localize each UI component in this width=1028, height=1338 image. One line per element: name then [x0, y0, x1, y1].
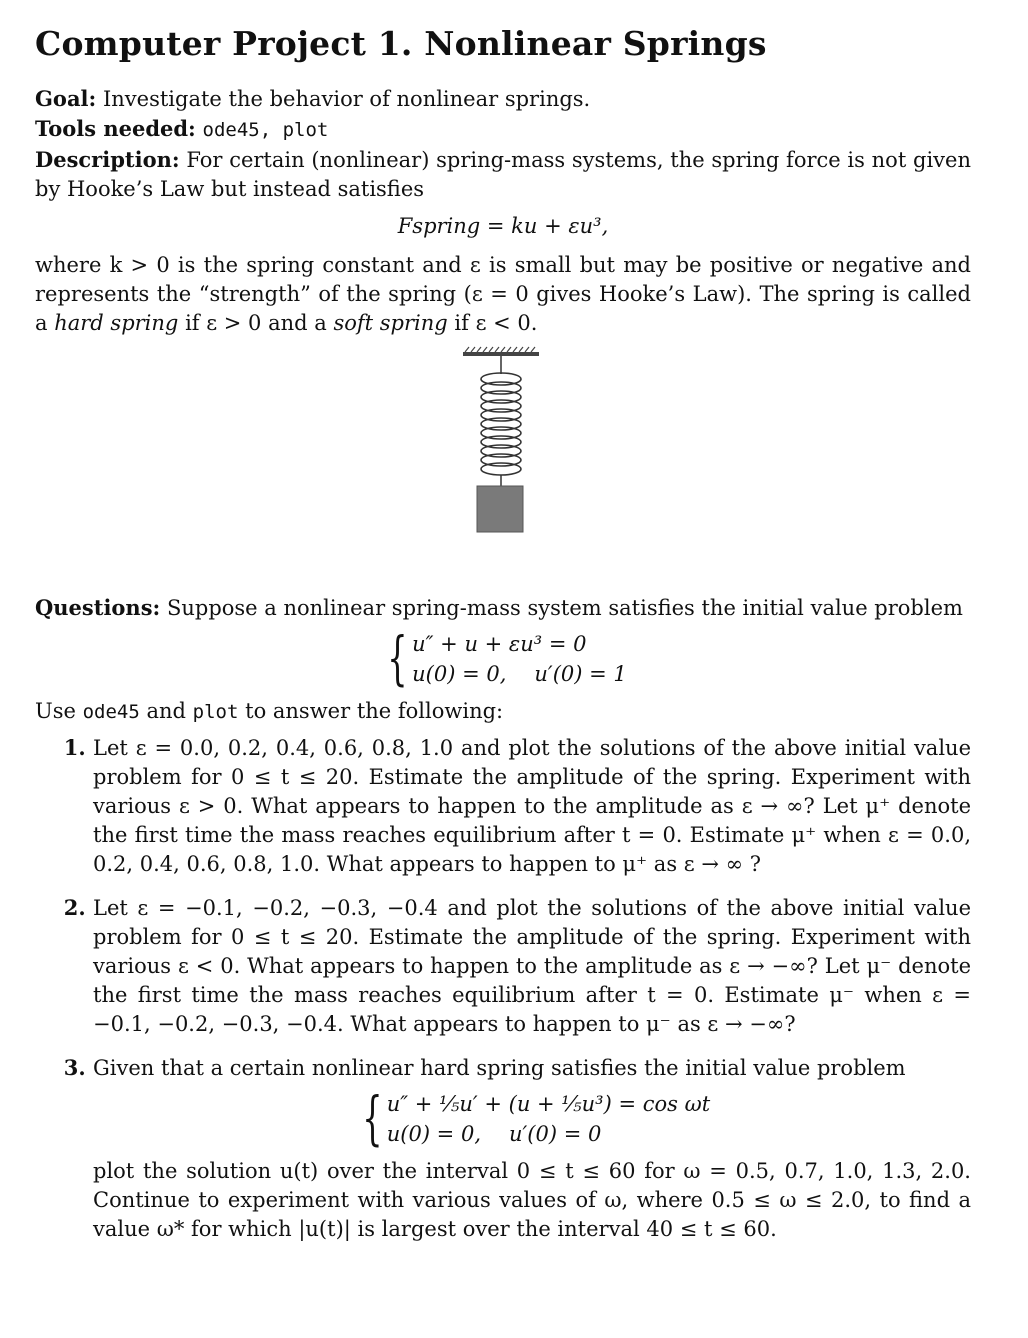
- where-text-3: if ε < 0.: [454, 311, 538, 335]
- code-plot: plot: [192, 701, 239, 723]
- question-3-rest: plot the solution u(t) over the interval 0 ≤ t ≤ 60 for ω = 0.5, 0.7, 1.0, 1.3, 2.0. Continue to experiment with various values of ω, where 0.5 ≤ ω ≤ 2.0, to find a value ω* for which |u(t)| is largest over the interval 40 ≤ t ≤ 60.: [93, 1159, 971, 1241]
- ceiling-hatch: [463, 347, 539, 356]
- goal-label: Goal:: [35, 86, 97, 111]
- description-paragraph: [35, 145, 971, 204]
- force-equation: Fspring = ku + εu³,: [397, 214, 609, 238]
- tools-label: Tools needed:: [35, 116, 196, 141]
- use-paragraph: Use ode45 and plot to answer the following:: [35, 699, 504, 723]
- questions-paragraph: [35, 593, 971, 623]
- goal-paragraph: [35, 84, 971, 114]
- description-text: For certain (nonlinear) spring-mass systems, the spring force is not given by Hooke’s Law but instead satisfies: [35, 148, 971, 201]
- ivp2-line1: u″ + ⅕u′ + (u + ⅕u³) = cos ωt: [386, 1092, 711, 1116]
- questions-text: Suppose a nonlinear spring-mass system satisfies the initial value problem: [166, 596, 963, 620]
- ivp-system-2: [93, 1084, 971, 1152]
- question-3: 3. Given that a certain nonlinear hard spring satisfies the initial value problem { u″ + ⅕u′ + (u + ⅕u³) = cos ωt u(0) = 0, u′(0) = 0 plot the solution u(t) over the interval 0 ≤ t ≤ 60 for ω = 0.5, 0.7, 1.0, 1.3, 2.0. Continue to experiment with various values of ω, where 0.5 ≤ ω ≤ 2.0, to find a value ω* for which |u(t)| is largest over the interval 40 ≤ t ≤ 60.: [93, 1053, 971, 1244]
- question-1: 1. Let ε = 0.0, 0.2, 0.4, 0.6, 0.8, 1.0 and plot the solutions of the above initial value problem for 0 ≤ t ≤ 20. Estimate the amplitude of the spring. Experiment with various ε > 0. What appears to happen to the amplitude as ε → ∞? Let μ⁺ denote the first time the mass reaches equilibrium after t = 0. Estimate μ⁺ when ε = 0.0, 0.2, 0.4, 0.6, 0.8, 1.0. What appears to happen to μ⁺ as ε → ∞ ?: [93, 733, 971, 879]
- code-ode45: ode45: [82, 701, 140, 723]
- goal-text: Investigate the behavior of nonlinear springs.: [102, 87, 591, 111]
- tools-paragraph: [35, 114, 971, 145]
- tools-text: ode45, plot: [202, 119, 329, 141]
- ivp1-line2b: u′(0) = 1: [534, 662, 627, 686]
- questions-label: Questions:: [35, 595, 161, 620]
- where-text-2: if ε > 0 and a: [185, 311, 327, 335]
- ivp1-line2a: u(0) = 0,: [412, 662, 507, 686]
- ivp2-line2b: u′(0) = 0: [509, 1122, 602, 1146]
- ivp1-line1: u″ + u + εu³ = 0: [412, 632, 587, 656]
- soft-spring-term: soft spring: [333, 311, 448, 335]
- ivp2-line2a: u(0) = 0,: [386, 1122, 481, 1146]
- spring-coil: [481, 373, 521, 475]
- left-brace: {: [362, 1084, 383, 1152]
- description-label: Description:: [35, 147, 180, 172]
- where-text-1: where k > 0 is the spring constant and ε is small but may be positive or negative and represents the “strength” of the spring (ε = 0 gives Hooke’s Law). The spring is called a: [35, 253, 971, 335]
- question-list: [35, 733, 971, 1244]
- hard-spring-term: hard spring: [54, 311, 179, 335]
- where-paragraph: [35, 251, 971, 338]
- question-2: 2. Let ε = −0.1, −0.2, −0.3, −0.4 and plot the solutions of the above initial value problem for 0 ≤ t ≤ 20. Estimate the amplitude of the spring. Experiment with various ε < 0. What appears to happen to the amplitude as ε → −∞? Let μ⁻ denote the first time the mass reaches equilibrium after t = 0. Estimate μ⁻ when ε = −0.1, −0.2, −0.3, −0.4. What appears to happen to μ⁻ as ε → −∞?: [93, 893, 971, 1039]
- mass-block: [477, 486, 523, 532]
- left-brace: {: [387, 624, 408, 692]
- spring-mass-figure: [35, 344, 971, 579]
- ivp-system-1: [35, 624, 971, 692]
- page-title: Computer Project 1. Nonlinear Springs: [35, 24, 767, 63]
- document-page: [35, 22, 971, 1258]
- spring-mass-diagram: [455, 344, 545, 574]
